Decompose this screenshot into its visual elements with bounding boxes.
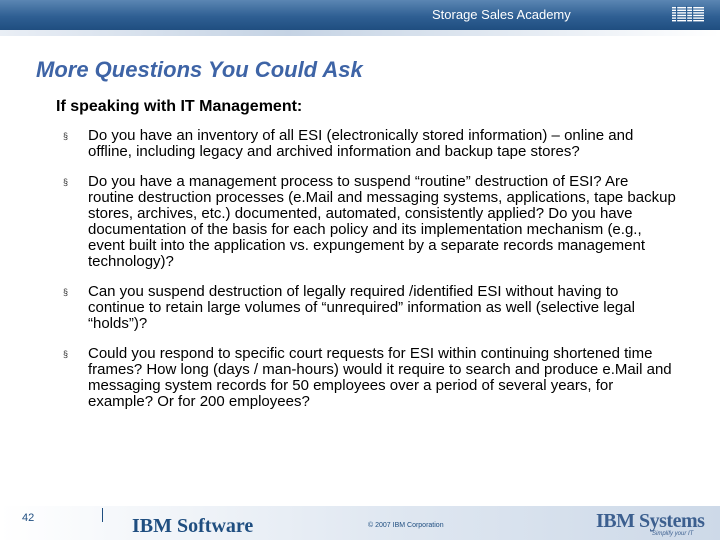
question-list — [56, 128, 676, 410]
slide-title: More Questions You Could Ask — [36, 57, 363, 82]
academy-title: Storage Sales Academy — [432, 7, 571, 22]
systems-tagline: Simplify your IT — [652, 531, 694, 537]
bullet-icon: § — [63, 131, 69, 141]
question-text: Could you respond to specific court requests for ESI within continuing shortened time frames? How long (days / man-hours) would it require to search and produce e.Mail and messaging system records for 50 employees over a period of several years, for example? Or for 200 employees? — [88, 345, 672, 410]
question-item — [56, 128, 676, 160]
bullet-icon: § — [63, 177, 69, 187]
question-item — [56, 174, 676, 270]
question-text: Can you suspend destruction of legally required /identified ESI without having to continue to retain large volumes of “unrequired” information as well (selective legal “holds”)? — [88, 283, 635, 332]
copyright: © 2007 IBM Corporation — [368, 522, 444, 529]
question-text: Do you have a management process to suspend “routine” destruction of ESI? Are routine destruction processes (e.Mail and messaging systems, applications, tape backup stores, archives, etc.) documented, automated, consistently applied? Do you have documentation of the basis for each policy and its implementation mechanism (e.g., event built into the application vs. expungement by a separate records management technology)? — [88, 173, 676, 270]
header-bar — [0, 0, 720, 30]
header-divider — [0, 30, 720, 36]
bullet-icon: § — [63, 349, 69, 359]
subheading: If speaking with IT Management: — [56, 98, 303, 115]
ibm-systems-logo: IBM Systems — [596, 510, 705, 532]
bullet-icon: § — [63, 287, 69, 297]
question-item — [56, 346, 676, 410]
question-item — [56, 284, 676, 332]
ibm-logo — [672, 6, 704, 22]
page-number: 42 — [22, 512, 35, 524]
footer-divider — [102, 508, 103, 522]
question-text: Do you have an inventory of all ESI (electronically stored information) – online and offline, including legacy and archived information and backup tape stores? — [88, 127, 634, 160]
ibm-software-logo: IBM Software — [132, 515, 254, 537]
